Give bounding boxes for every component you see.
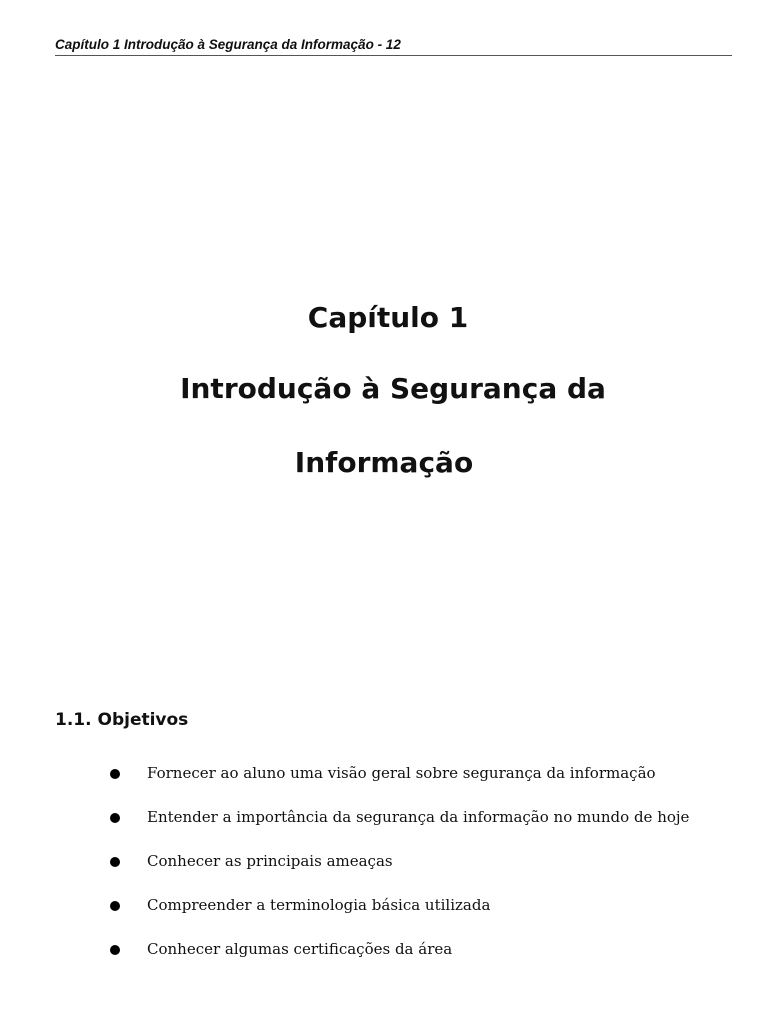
objective-text: Conhecer algumas certificações da área <box>147 940 453 958</box>
section-heading: 1.1. Objetivos <box>55 710 189 730</box>
chapter-title-line-2: Informação <box>294 446 474 479</box>
chapter-title-line-1: Introdução à Segurança da <box>180 372 606 405</box>
bullet-icon <box>110 857 120 867</box>
objective-text: Conhecer as principais ameaças <box>147 852 393 870</box>
bullet-icon <box>110 813 120 823</box>
objective-text: Compreender a terminologia básica utilizada <box>147 896 491 914</box>
bullet-icon <box>110 901 120 911</box>
chapter-label: Capítulo 1 <box>307 301 469 334</box>
running-title: Capítulo 1 Introdução à Segurança da Informação - 12 <box>55 37 401 52</box>
objective-text: Fornecer ao aluno uma visão geral sobre segurança da informação <box>147 764 656 782</box>
objective-text: Entender a importância da segurança da informação no mundo de hoje <box>147 808 690 826</box>
bullet-icon <box>110 945 120 955</box>
page-header <box>55 36 732 56</box>
bullet-icon <box>110 769 120 779</box>
